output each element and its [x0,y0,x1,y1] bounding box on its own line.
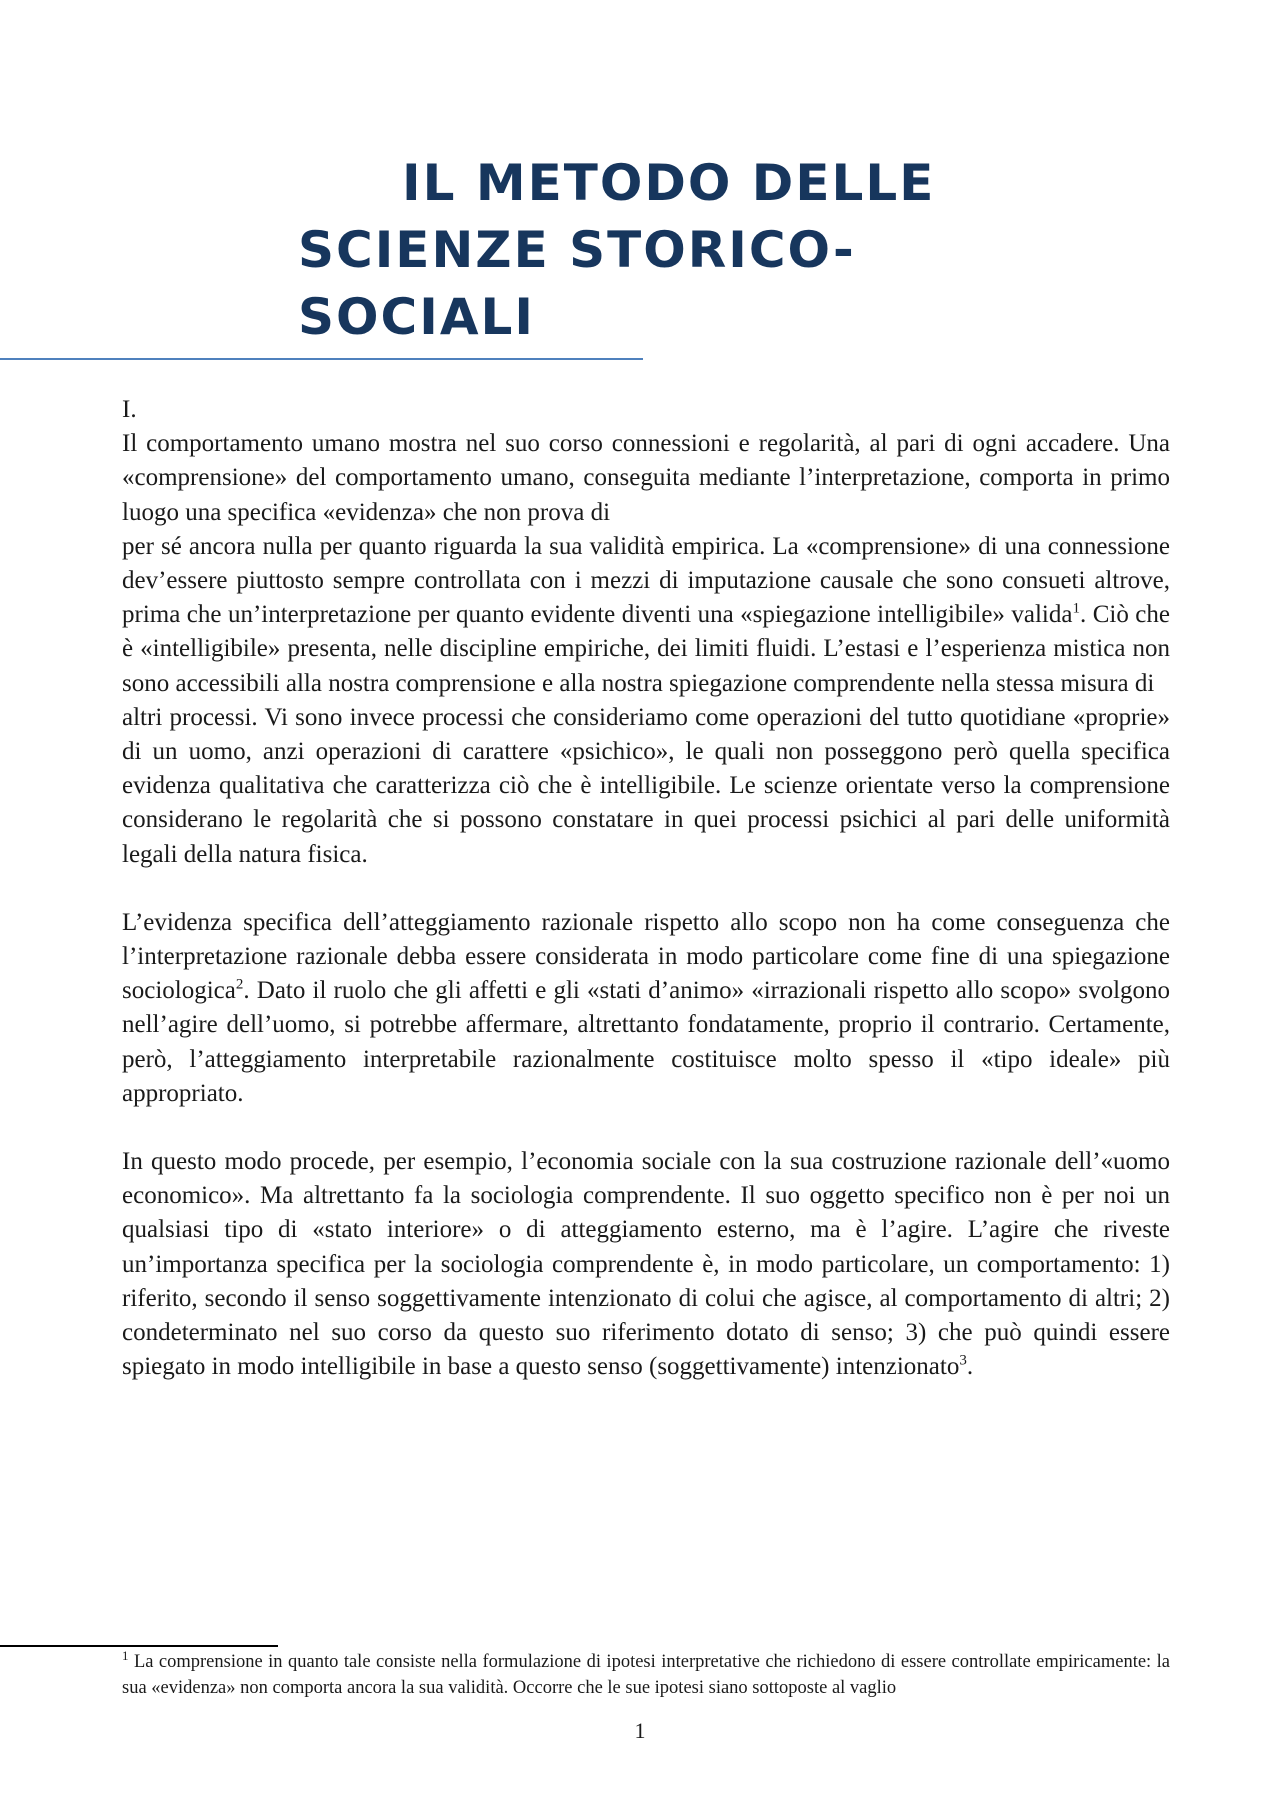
footnote-marker: 1 [122,1647,129,1663]
document-title [298,150,1058,351]
paragraph-2: per sé ancora nulla per quanto riguarda la sua validità empirica. La «comprensione» di una connessione dev’essere piuttosto sempre controllata con i mezzi di imputazione causale che sono consueti altrove, prima che un’interpretazione per quanto evidente diventi una «spiegazione intelligibile» valida$^1$. Ciò che è «intelligibile» presenta, nelle discipline empiriche, dei limiti fluidi. L’estasi e l’esperienza mistica non sono accessibili alla nostra comprensione e alla nostra spiegazione comprendente nella stessa misura di [122,532,1170,697]
body-text [122,393,1170,1384]
title-underline [0,358,643,360]
paragraph-1 [122,427,1170,530]
section-number: I. [122,396,137,423]
paragraph-3-text: altri processi. Vi sono invece processi che consideriamo come operazioni del tutto quotidiane «proprie» di un uomo, anzi operazioni di carattere «psichico», le quali non posseggono però quella specifica evidenza qualitativa che caratterizza ciò che è intelligibile. Le scienze orientate verso la comprensione considerano le regolarità che si possono constatare in quei processi psichici al pari delle uniformità legali della natura fisica. [122,703,1170,868]
paragraph-3 [122,701,1170,872]
paragraph-4: L’evidenza specifica dell’atteggiamento razionale rispetto allo scopo non ha come conseguenza che l’interpretazione razionale debba essere considerata in modo particolare come fine di una spiegazione sociologica$^2$. Dato il ruolo che gli affetti e gli «stati d’animo» «irrazionali rispetto allo scopo» svolgono nell’agire dell’uomo, si potrebbe affermare, altrettanto fondatamente, proprio il contrario. Certamente, però, l’atteggiamento interpretabile razionalmente costituisce molto spesso il «tipo ideale» più appropriato. [122,908,1171,1107]
title-line-3: SOCIALI [298,288,535,346]
title-line-1: IL METODO DELLE [402,154,936,212]
paragraph-2b-text: Ciò che è «intelligibile» presenta, nelle discipline empiriche, dei limiti fluidi. L’estasi e l’esperienza mistica non sono accessibili alla nostra comprensione e alla nostra spiegazione comprendente nella stessa misura di [122,601,1170,697]
footnote-ref-2[interactable]: 2 [235,976,244,993]
footnote-ref-1[interactable]: 1 [1072,600,1080,617]
footnote-1 [122,1647,1170,1701]
footnote-separator [0,1645,278,1647]
footnote-text: La comprensione in quanto tale consiste nella formulazione di ipotesi interpretative che richiedono di essere controllate empiricamente: la sua «evidenza» non comporta ancora la sua validità. Occorre che le sue ipotesi siano sottoposte al vaglio [122,1652,1170,1698]
paragraph-4b-text: Dato il ruolo che gli affetti e gli «stati d’animo» «irrazionali rispetto allo scopo» svolgono nell’agire dell’uomo, si potrebbe affermare, altrettanto fondatamente, proprio il contrario. Certamente, però, l’atteggiamento interpretabile razionalmente costituisce molto spesso il «tipo ideale» più appropriato. [122,977,1171,1107]
paragraph-4-text: L’evidenza specifica dell’atteggiamento razionale rispetto allo scopo non ha come conseguenza che l’interpretazione razionale debba essere considerata in modo particolare come fine di una spiegazione sociologica [122,908,1170,1005]
paragraph-2-text: per sé ancora nulla per quanto riguarda la sua validità empirica. La «comprensione» di una connessione dev’essere piuttosto sempre controllata con i mezzi di imputazione causale che sono consueti altrove, prima che un’interpretazione per quanto evidente diventi una «spiegazione intelligibile» valida [122,532,1170,629]
paragraph-5-text: In questo modo procede, per esempio, l’economia sociale con la sua costruzione razionale dell’«uomo economico». Ma altrettanto fa la sociologia comprendente. Il suo oggetto specifico non è per noi un qualsiasi tipo di «stato interiore» o di atteggiamento esterno, ma è l’agire. L’agire che riveste un’importanza specifica per la sociologia comprendente è, in modo particolare, un comportamento: 1) riferito, secondo il senso soggettivamente intenzionato di colui che agisce, al comportamento di altri; 2) condeterminato nel suo corso da questo suo riferimento dotato di senso; 3) che può quindi essere spiegato in modo intelligibile in base a questo senso (soggettivamente) intenzionato [122,1148,1170,1381]
page-number: 1 [634,1718,646,1743]
paragraph-1-text: Il comportamento umano mostra nel suo corso connessioni e regolarità, al pari di ogni accadere. Una «comprensione» del comportamento umano, conseguita mediante l’interpretazione, comporta in primo luogo una specifica «evidenza» che non prova di [122,430,1170,526]
footnote-ref-3[interactable]: 3 [959,1352,967,1369]
title-line-2: SCIENZE STORICO- [298,221,856,279]
paragraph-5: In questo modo procede, per esempio, l’economia sociale con la sua costruzione razionale dell’«uomo economico». Ma altrettanto fa la sociologia comprendente. Il suo oggetto specifico non è per noi un qualsiasi tipo di «stato interiore» o di atteggiamento esterno, ma è l’agire. L’agire che riveste un’importanza specifica per la sociologia comprendente è, in modo particolare, un comportamento: 1) riferito, secondo il senso soggettivamente intenzionato di colui che agisce, al comportamento di altri; 2) condeterminato nel suo corso da questo suo riferimento dotato di senso; 3) che può quindi essere spiegato in modo intelligibile in base a questo senso (soggettivamente) intenzionato$^3$. [122,1148,1170,1381]
